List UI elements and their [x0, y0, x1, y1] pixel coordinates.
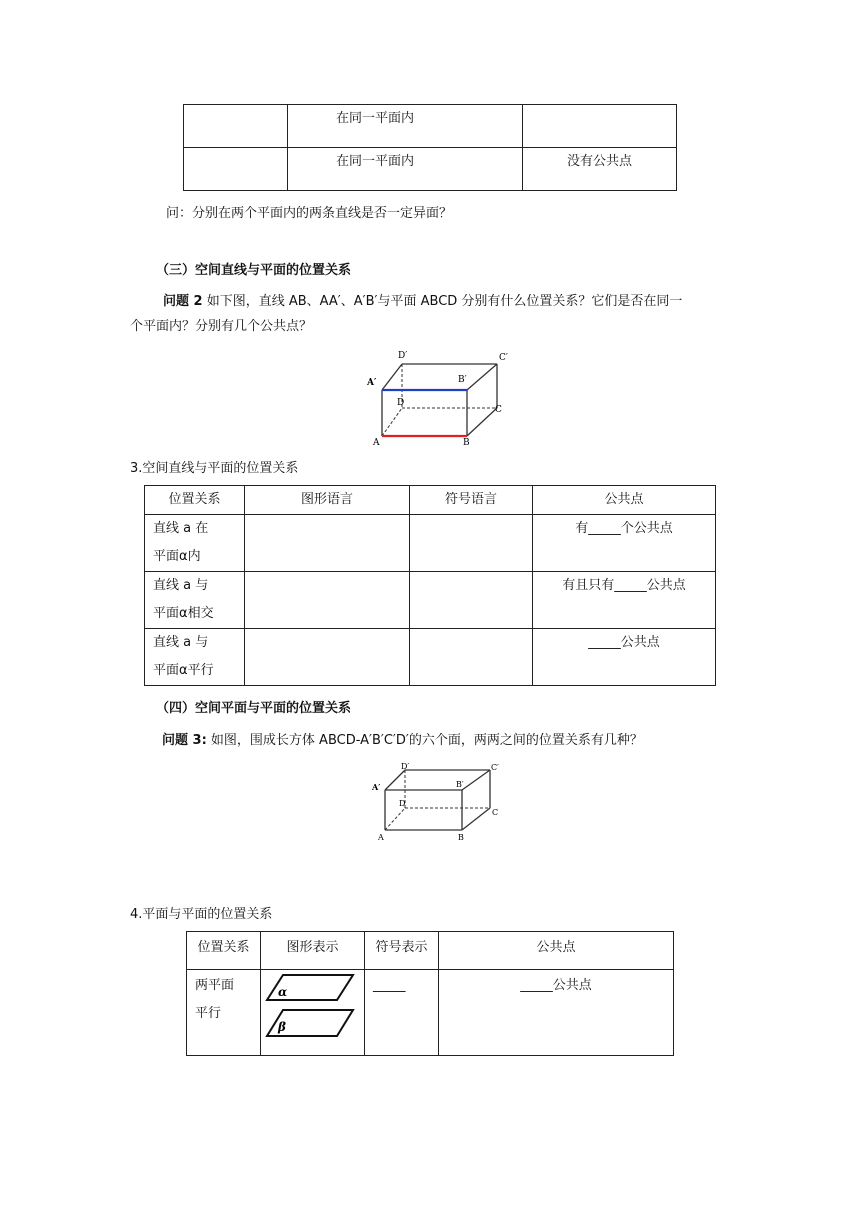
relation-cell: [145, 572, 245, 629]
relation-line: 平面α相交: [153, 606, 214, 621]
relation-cell: [187, 970, 261, 1056]
top-table: [183, 104, 677, 191]
label-c: C: [492, 808, 499, 817]
label-b: B: [463, 438, 470, 448]
relation-line: 直线 a 与: [153, 578, 209, 593]
problem2-text: 如下图，直线 AB、AA′、A′B′与平面 ABCD 分别有什么位置关系？它们是否在同一: [206, 294, 683, 309]
common-point-cell: 有_____个公共点: [533, 515, 716, 572]
question-skew: 问：分别在两个平面内的两条直线是否一定异面？: [166, 206, 453, 221]
section4-table-title: 4.平面与平面的位置关系: [130, 907, 273, 922]
symbol-cell: _____: [365, 970, 439, 1056]
figure-cell: [245, 629, 410, 686]
label-b1: B′: [456, 780, 464, 789]
top-table-cell: [184, 148, 288, 191]
header-cell: 公共点: [533, 486, 716, 515]
header-cell: 位置关系: [187, 932, 261, 970]
common-point-cell: _____公共点: [439, 970, 674, 1056]
relation-cell: [145, 515, 245, 572]
relation-line: 平面α内: [153, 549, 201, 564]
label-d: D: [397, 398, 405, 408]
label-b1: B′: [458, 375, 467, 385]
symbol-cell: [410, 515, 533, 572]
figure-cell: [245, 515, 410, 572]
common-point-cell: _____公共点: [533, 629, 716, 686]
label-d: D: [399, 799, 406, 808]
problem2-line2: 个平面内？分别有几个公共点？: [130, 319, 313, 334]
section3-table-title: 3.空间直线与平面的位置关系: [130, 461, 299, 476]
line-plane-table: [144, 485, 716, 686]
relation-cell: [145, 629, 245, 686]
common-point-cell: 有且只有_____公共点: [533, 572, 716, 629]
header-cell: 图形表示: [261, 932, 365, 970]
header-cell: 图形语言: [245, 486, 410, 515]
header-cell: 符号表示: [365, 932, 439, 970]
top-table-cell: 在同一平面内: [288, 105, 523, 148]
symbol-cell: [410, 572, 533, 629]
label-c1: C′: [491, 763, 499, 772]
label-a: A: [378, 833, 384, 842]
relation-line: 平面α平行: [153, 663, 214, 678]
label-d1: D′: [398, 351, 408, 361]
section3-heading: （三）空间直线与平面的位置关系: [156, 263, 352, 278]
label-c1: C′: [499, 353, 508, 363]
cuboid-figure-2: [370, 760, 520, 844]
relation-line: 直线 a 与: [153, 635, 209, 650]
label-c: C: [495, 405, 502, 415]
label-a1: A′: [367, 378, 377, 388]
header-cell: 公共点: [439, 932, 674, 970]
parallel-planes-figure: [261, 970, 361, 1044]
symbol-cell: [410, 629, 533, 686]
top-table-cell: 没有公共点: [523, 148, 677, 191]
top-table-cell: [184, 105, 288, 148]
relation-line: 直线 a 在: [153, 521, 209, 536]
problem2-label: 问题 2: [163, 294, 203, 309]
beta-label: β: [278, 1020, 286, 1034]
top-table-cell: 在同一平面内: [288, 148, 523, 191]
label-a1: A′: [372, 782, 381, 792]
cuboid-figure-1: [366, 348, 526, 448]
top-table-cell: [523, 105, 677, 148]
problem3-line: [162, 729, 643, 748]
header-cell: 位置关系: [145, 486, 245, 515]
problem3-text: 如图，围成长方体 ABCD-A′B′C′D′的六个面，两两之间的位置关系有几种？: [210, 733, 643, 748]
figure-cell: [245, 572, 410, 629]
label-d1: D′: [401, 762, 410, 771]
header-cell: 符号语言: [410, 486, 533, 515]
section4-heading: （四）空间平面与平面的位置关系: [156, 701, 352, 716]
problem3-label: 问题 3:: [162, 733, 207, 748]
figure-cell: [261, 970, 365, 1056]
label-a: A: [373, 438, 380, 448]
alpha-label: α: [278, 985, 288, 999]
label-b: B: [458, 833, 464, 842]
problem2-line1: [163, 290, 682, 309]
relation-line: 平行: [195, 1006, 222, 1021]
relation-line: 两平面: [195, 978, 235, 993]
plane-plane-table: [186, 931, 674, 1056]
